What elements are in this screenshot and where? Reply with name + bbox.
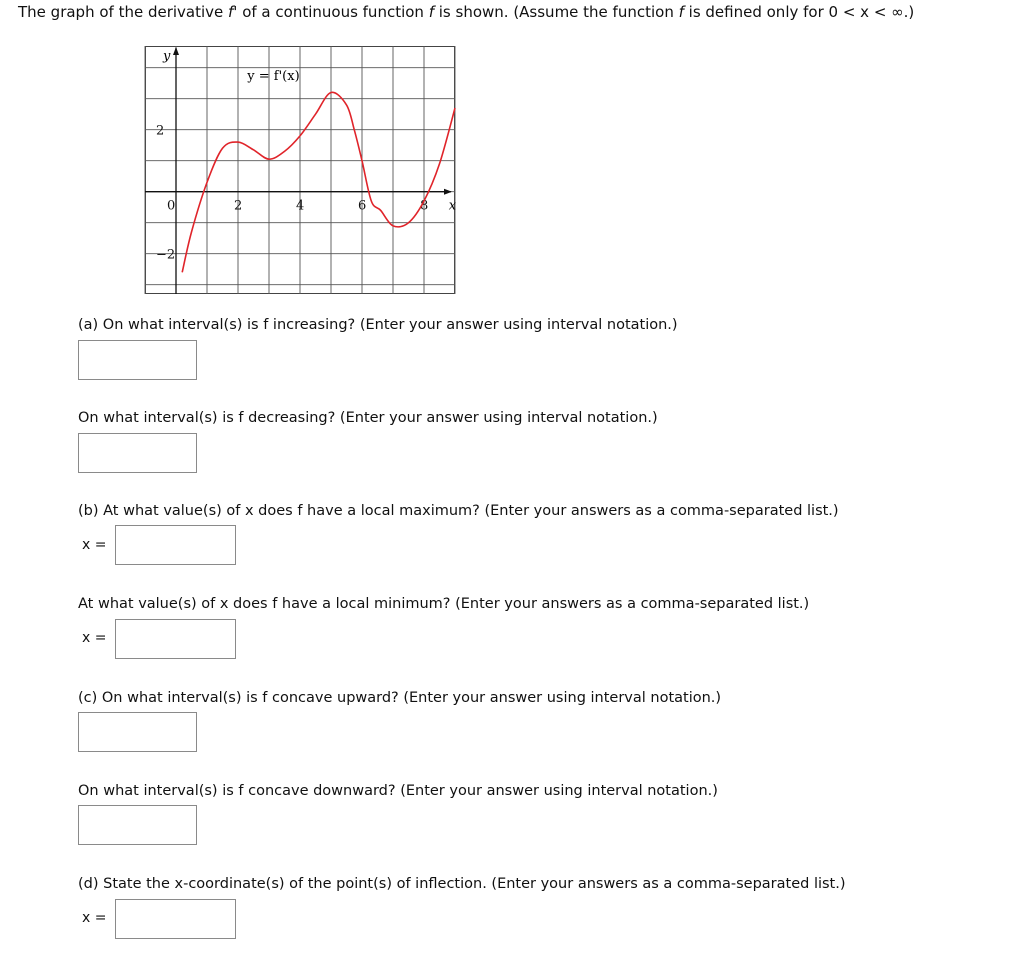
question-a-decreasing: On what interval(s) is f decreasing? (Enter your answer using interval notation.) [78, 410, 658, 426]
question-d-inflection: (d) State the x-coordinate(s) of the point(s) of inflection. (Enter your answers as a comma-separated list.) [78, 876, 846, 892]
question-b-minimum: At what value(s) of x does f have a local minimum? (Enter your answers as a comma-separated list.) [78, 596, 810, 612]
question-c-concave-up: (c) On what interval(s) is f concave upward? (Enter your answer using interval notation.) [78, 690, 722, 706]
y-axis-label: y [163, 49, 171, 64]
answer-d-inflection[interactable] [115, 899, 236, 939]
problem-statement: The graph of the derivative f' of a continuous function f is shown. (Assume the function f is defined only for 0 < x < ∞.) [18, 3, 915, 21]
x-tick-label: 8 [420, 198, 429, 214]
x-tick-label: 0 [167, 198, 176, 214]
y-axis-arrow [173, 47, 179, 55]
answer-a-decreasing[interactable] [78, 433, 197, 473]
graph-grid [145, 46, 455, 294]
x-axis-arrow [444, 189, 452, 195]
x-tick-label: 4 [296, 198, 305, 214]
derivative-graph [145, 46, 455, 294]
curve-label: y = f'(x) [247, 69, 300, 85]
question-c-concave-down: On what interval(s) is f concave downward? (Enter your answer using interval notation.) [78, 783, 718, 799]
x-equals-label: x = [82, 537, 107, 553]
y-tick-label: 2 [156, 123, 165, 139]
y-tick-label: −2 [156, 247, 176, 263]
x-tick-label: 2 [234, 198, 243, 214]
answer-a-increasing[interactable] [78, 340, 197, 380]
x-equals-label: x = [82, 630, 107, 646]
derivative-curve [182, 92, 455, 272]
answer-b-maximum[interactable] [115, 525, 236, 565]
answer-c-concave-down[interactable] [78, 805, 197, 845]
answer-c-concave-up[interactable] [78, 712, 197, 752]
x-axis-label: x [448, 198, 457, 214]
question-b-maximum: (b) At what value(s) of x does f have a local maximum? (Enter your answers as a comma-separated list.) [78, 503, 839, 519]
question-a-increasing: (a) On what interval(s) is f increasing? (Enter your answer using interval notation.) [78, 317, 678, 333]
x-tick-label: 6 [358, 198, 367, 214]
x-equals-label: x = [82, 910, 107, 926]
answer-b-minimum[interactable] [115, 619, 236, 659]
